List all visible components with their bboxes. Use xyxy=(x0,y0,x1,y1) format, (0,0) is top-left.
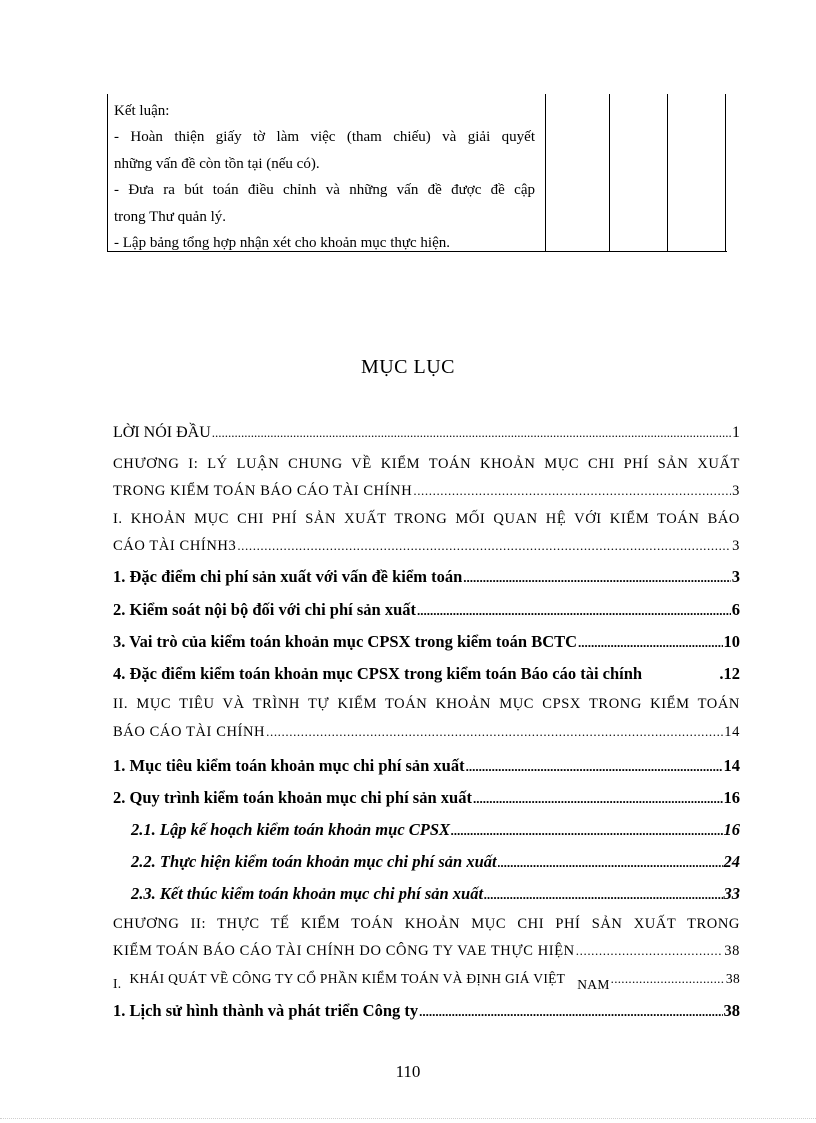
toc-page-number: 38 xyxy=(724,943,740,959)
toc-entry[interactable] xyxy=(113,424,740,442)
toc-entry-title: 2. Quy trình kiểm toán khoản mục chi phí sản xuất xyxy=(113,788,472,807)
toc-page-number: 1 xyxy=(732,424,740,441)
table-cell-conclusion xyxy=(114,98,535,256)
toc-entry-title[interactable]: II. MỤC TIÊU VÀ TRÌNH TỰ KIỂM TOÁN KHOẢN MỤC CPSX TRONG KIỂM TOÁN xyxy=(113,696,740,712)
toc-entry-title: KHÁI QUÁT VỀ CÔNG TY CỔ PHẦN KIỂM TOÁN VÀ ĐỊNH GIÁ VIỆT xyxy=(129,971,566,986)
toc-leader-dots xyxy=(417,603,731,619)
toc-entry[interactable] xyxy=(131,884,740,904)
toc-leader-dots xyxy=(237,538,731,554)
toc-page-number: 14 xyxy=(724,724,740,740)
toc-entry-title: 1. Mục tiêu kiểm toán khoản mục chi phí sản xuất xyxy=(113,756,465,775)
toc-entry[interactable] xyxy=(131,852,740,872)
toc-entry[interactable] xyxy=(113,664,740,684)
table-column-divider xyxy=(725,94,726,251)
toc-leader-dots xyxy=(413,483,731,499)
toc-entry-title: LỜI NÓI ĐẦU xyxy=(113,424,211,441)
toc-entry[interactable] xyxy=(113,483,740,500)
toc-leader-dots xyxy=(451,823,722,839)
toc-entry[interactable] xyxy=(113,1001,740,1021)
toc-entry-title: 1. Lịch sử hình thành và phát triển Công ty xyxy=(113,1001,419,1020)
toc-entry-title: 4. Đặc điểm kiểm toán khoản mục CPSX trong kiểm toán Báo cáo tài chính xyxy=(113,664,643,683)
page-title: MỤC LỤC xyxy=(360,356,456,378)
toc-page-number: 33 xyxy=(723,884,740,903)
toc-entry[interactable] xyxy=(113,632,740,652)
toc-entry[interactable] xyxy=(113,600,740,620)
toc-entry[interactable] xyxy=(113,943,740,960)
toc-entry[interactable] xyxy=(113,971,740,992)
table-line: - Lập bảng tổng hợp nhận xét cho khoản mục thực hiện. xyxy=(114,235,450,252)
toc-leader-dots xyxy=(484,887,722,903)
toc-page-number: 3 xyxy=(732,483,740,499)
toc-entry[interactable] xyxy=(113,724,740,741)
toc-entry-title: TRONG KIỂM TOÁN BÁO CÁO TÀI CHÍNH xyxy=(113,483,413,499)
toc-entry-title: 1. Đặc điểm chi phí sản xuất với vấn đề kiểm toán xyxy=(113,567,463,586)
toc-entry-title: 2.2. Thực hiện kiểm toán khoản mục chi phí sản xuất xyxy=(131,852,497,871)
toc-entry-number: I. xyxy=(113,976,122,991)
table-column-divider xyxy=(609,94,610,251)
table-column-divider xyxy=(667,94,668,251)
toc-entry-title[interactable]: CHƯƠNG II: THỰC TẾ KIỂM TOÁN KHOẢN MỤC CHI PHÍ SẢN XUẤT TRONG xyxy=(113,916,740,932)
toc-entry[interactable] xyxy=(113,788,740,808)
toc-page-number: 3 xyxy=(732,538,740,554)
toc-page-number: 16 xyxy=(723,820,740,839)
toc-leader-dots xyxy=(578,635,722,651)
table-line: - Đưa ra bút toán điều chỉnh và những vấn đề được đề cập xyxy=(114,182,535,199)
toc-leader-dots xyxy=(419,1004,722,1020)
toc-page-number: 10 xyxy=(723,632,740,651)
toc-leader-dots xyxy=(466,759,723,775)
toc-entry-title: 2. Kiểm soát nội bộ đối với chi phí sản xuất xyxy=(113,600,416,619)
toc-leader-dots xyxy=(463,570,730,586)
toc-entry[interactable] xyxy=(113,567,740,587)
toc-entry-title: 2.1. Lập kế hoạch kiểm toán khoản mục CPSX xyxy=(131,820,451,839)
toc-entry-title[interactable]: CHƯƠNG I: LÝ LUẬN CHUNG VỀ KIỂM TOÁN KHOẢN MỤC CHI PHÍ SẢN XUẤT xyxy=(113,456,740,472)
toc-entry-title-tail: NAM xyxy=(577,977,610,992)
toc-leader-dots xyxy=(473,791,723,807)
toc-leader-dots xyxy=(266,724,723,740)
table-line: Kết luận: xyxy=(114,103,170,119)
table-line: trong Thư quản lý. xyxy=(114,208,227,225)
toc-page-number: 16 xyxy=(723,788,740,807)
toc-entry[interactable] xyxy=(131,820,740,840)
table-line: những vấn đề còn tồn tại (nếu có). xyxy=(114,155,320,172)
toc-page-number: 6 xyxy=(731,600,740,619)
toc-entry-title: CÁO TÀI CHÍNH3 xyxy=(113,538,237,554)
toc-entry-title: 2.3. Kết thúc kiểm toán khoản mục chi phí sản xuất xyxy=(131,884,484,903)
page-bottom-border xyxy=(0,1118,816,1119)
toc-page-number: 3 xyxy=(731,567,740,586)
checklist-table xyxy=(107,94,727,252)
toc-page-number: 14 xyxy=(723,756,740,775)
table-column-divider xyxy=(545,94,546,251)
toc-entry-title[interactable]: I. KHOẢN MỤC CHI PHÍ SẢN XUẤT TRONG MỐI QUAN HỆ VỚI KIỂM TOÁN BÁO xyxy=(113,511,740,527)
toc-entry-title: 3. Vai trò của kiểm toán khoản mục CPSX trong kiểm toán BCTC xyxy=(113,632,578,651)
toc-entry-title: BÁO CÁO TÀI CHÍNH xyxy=(113,724,266,740)
toc-leader-dots xyxy=(611,971,725,987)
toc-page-number: 38 xyxy=(725,971,740,986)
toc-entry[interactable] xyxy=(113,756,740,776)
toc-leader-dots xyxy=(498,855,723,871)
toc-entry-title: KIỂM TOÁN BÁO CÁO TÀI CHÍNH DO CÔNG TY VAE THỰC HIỆN xyxy=(113,943,575,959)
toc-leader-dots xyxy=(212,425,731,441)
table-line: - Hoàn thiện giấy tờ làm việc (tham chiếu) và giải quyết xyxy=(114,129,535,146)
toc-entry[interactable] xyxy=(113,538,740,555)
toc-page-number: 24 xyxy=(723,852,740,871)
toc-page-number: 38 xyxy=(723,1001,740,1020)
toc-page-number: .12 xyxy=(719,664,740,683)
page-number: 110 xyxy=(395,1062,421,1081)
toc-leader-dots xyxy=(576,943,724,959)
